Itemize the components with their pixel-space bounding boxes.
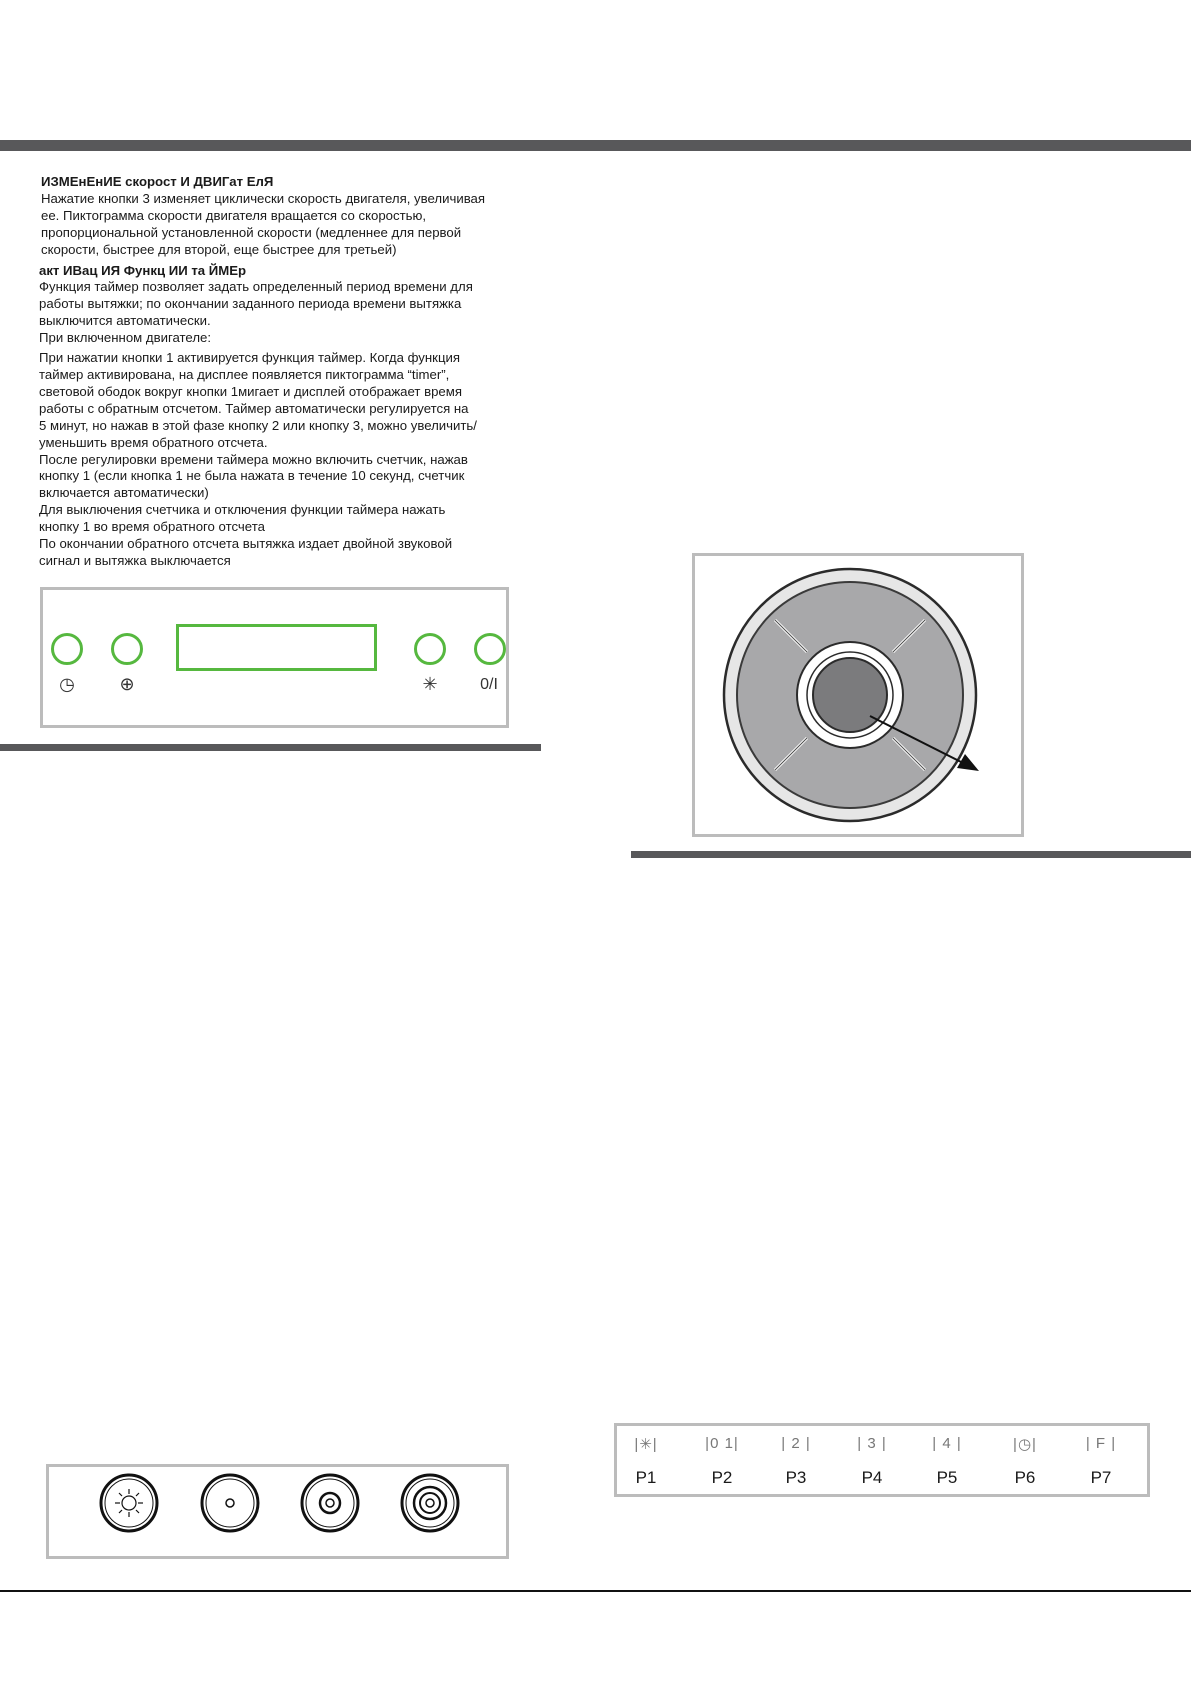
paragraph-line: кнопку 1 (если кнопка 1 не была нажата в течение 10 секунд, счетчик xyxy=(39,468,465,484)
paragraph-line: Нажатие кнопки 3 изменяет циклически скорость двигателя, увеличивая xyxy=(41,190,486,206)
timer-display-icon: |◷| xyxy=(1013,1436,1037,1453)
light-icon: ✳ xyxy=(422,674,438,694)
speed-2-icon[interactable] xyxy=(302,1475,358,1531)
paragraph-line: ее. Пиктограмма скорости двигателя вращается со скоростью, xyxy=(41,207,427,223)
heading-speed-change: ИЗМЕнЕнИЕ скорост И ДВИГат ЕлЯ xyxy=(41,174,274,189)
light-button[interactable] xyxy=(414,633,446,665)
speed-1-icon[interactable] xyxy=(202,1475,258,1531)
rotary-knob xyxy=(695,556,1021,834)
display-p5: | 4 | xyxy=(932,1435,962,1452)
paragraph-line: работы с обратным отсчетом. Таймер автоматически регулируется на xyxy=(39,400,469,416)
control-panel xyxy=(40,587,509,728)
paragraph-line: уменьшить время обратного отсчета. xyxy=(39,434,268,450)
paragraph-speed xyxy=(39,191,485,259)
right-section-rule xyxy=(631,851,1191,858)
paragraph-line: 5 минут, но нажав в этой фазе кнопку 2 или кнопку 3, можно увеличить/ xyxy=(39,417,477,433)
knob-illustration-frame xyxy=(692,553,1024,837)
label-p7: P7 xyxy=(1090,1468,1112,1487)
plus-button[interactable] xyxy=(111,633,143,665)
paragraph-line: При включенном двигателе: xyxy=(39,330,212,346)
paragraph-line: Для выключения счетчика и отключения функции таймера нажать xyxy=(39,502,446,518)
speed-buttons-panel xyxy=(46,1464,509,1559)
light-display-icon: |✳| xyxy=(634,1436,658,1453)
display-window xyxy=(176,624,377,671)
paragraph-line: выключится автоматически. xyxy=(39,313,211,329)
paragraph-line: Функция таймер позволяет задать определенный период времени для xyxy=(39,279,473,295)
display-p3: | 2 | xyxy=(781,1435,811,1452)
paragraph-line: включается автоматически) xyxy=(39,485,209,501)
paragraph-line: таймер активирована, на дисплее появляется пиктограмма “timer”, xyxy=(39,366,450,382)
label-p6: P6 xyxy=(1014,1468,1036,1487)
paragraph-line: сигнал и вытяжка выключается xyxy=(39,552,231,568)
bottom-thin-rule xyxy=(0,1590,1191,1592)
label-p2: P2 xyxy=(711,1468,733,1487)
left-section-rule xyxy=(0,744,541,751)
top-rule xyxy=(0,140,1191,151)
paragraph-line: При нажатии кнопки 1 активируется функция таймер. Когда функция xyxy=(39,350,460,366)
speed-3-icon[interactable] xyxy=(402,1475,458,1531)
plus-circle-icon: ⊕ xyxy=(119,674,135,694)
timer-button[interactable] xyxy=(51,633,83,665)
label-p5: P5 xyxy=(936,1468,958,1487)
paragraph-timer-intro xyxy=(39,279,485,347)
display-p7: | F | xyxy=(1085,1435,1117,1452)
label-p4: P4 xyxy=(861,1468,883,1487)
timer-icon: ◷ xyxy=(59,674,75,694)
paragraph-line: После регулировки времени таймера можно включить счетчик, нажав xyxy=(39,451,468,467)
paragraph-line: пропорциональной установленной скорости (медленнее для первой xyxy=(41,224,462,240)
display-legend-panel xyxy=(614,1423,1150,1497)
power-button[interactable] xyxy=(474,633,506,665)
paragraph-line: работы вытяжки; по окончании заданного периода времени вытяжка xyxy=(39,296,462,312)
display-p2: |0 1| xyxy=(705,1435,739,1452)
paragraph-line: кнопку 1 во время обратного отсчета xyxy=(39,519,265,535)
label-p1: P1 xyxy=(635,1468,657,1487)
power-icon: 0/I xyxy=(480,676,498,693)
paragraph-line: световой ободок вокруг кнопки 1мигает и дисплей отображает время xyxy=(39,383,462,399)
paragraph-line: По окончании обратного отсчета вытяжка издает двойной звуковой xyxy=(39,536,453,552)
heading-timer: акт ИВац ИЯ Функц ИИ та ЙМЕр xyxy=(39,262,247,278)
text-block xyxy=(39,174,485,570)
paragraph-timer-details xyxy=(39,350,485,570)
light-button-icon[interactable] xyxy=(101,1475,157,1531)
label-p3: P3 xyxy=(785,1468,807,1487)
display-p4: | 3 | xyxy=(857,1435,887,1452)
paragraph-line: скорости, быстрее для второй, еще быстрее для третьей) xyxy=(41,241,397,257)
